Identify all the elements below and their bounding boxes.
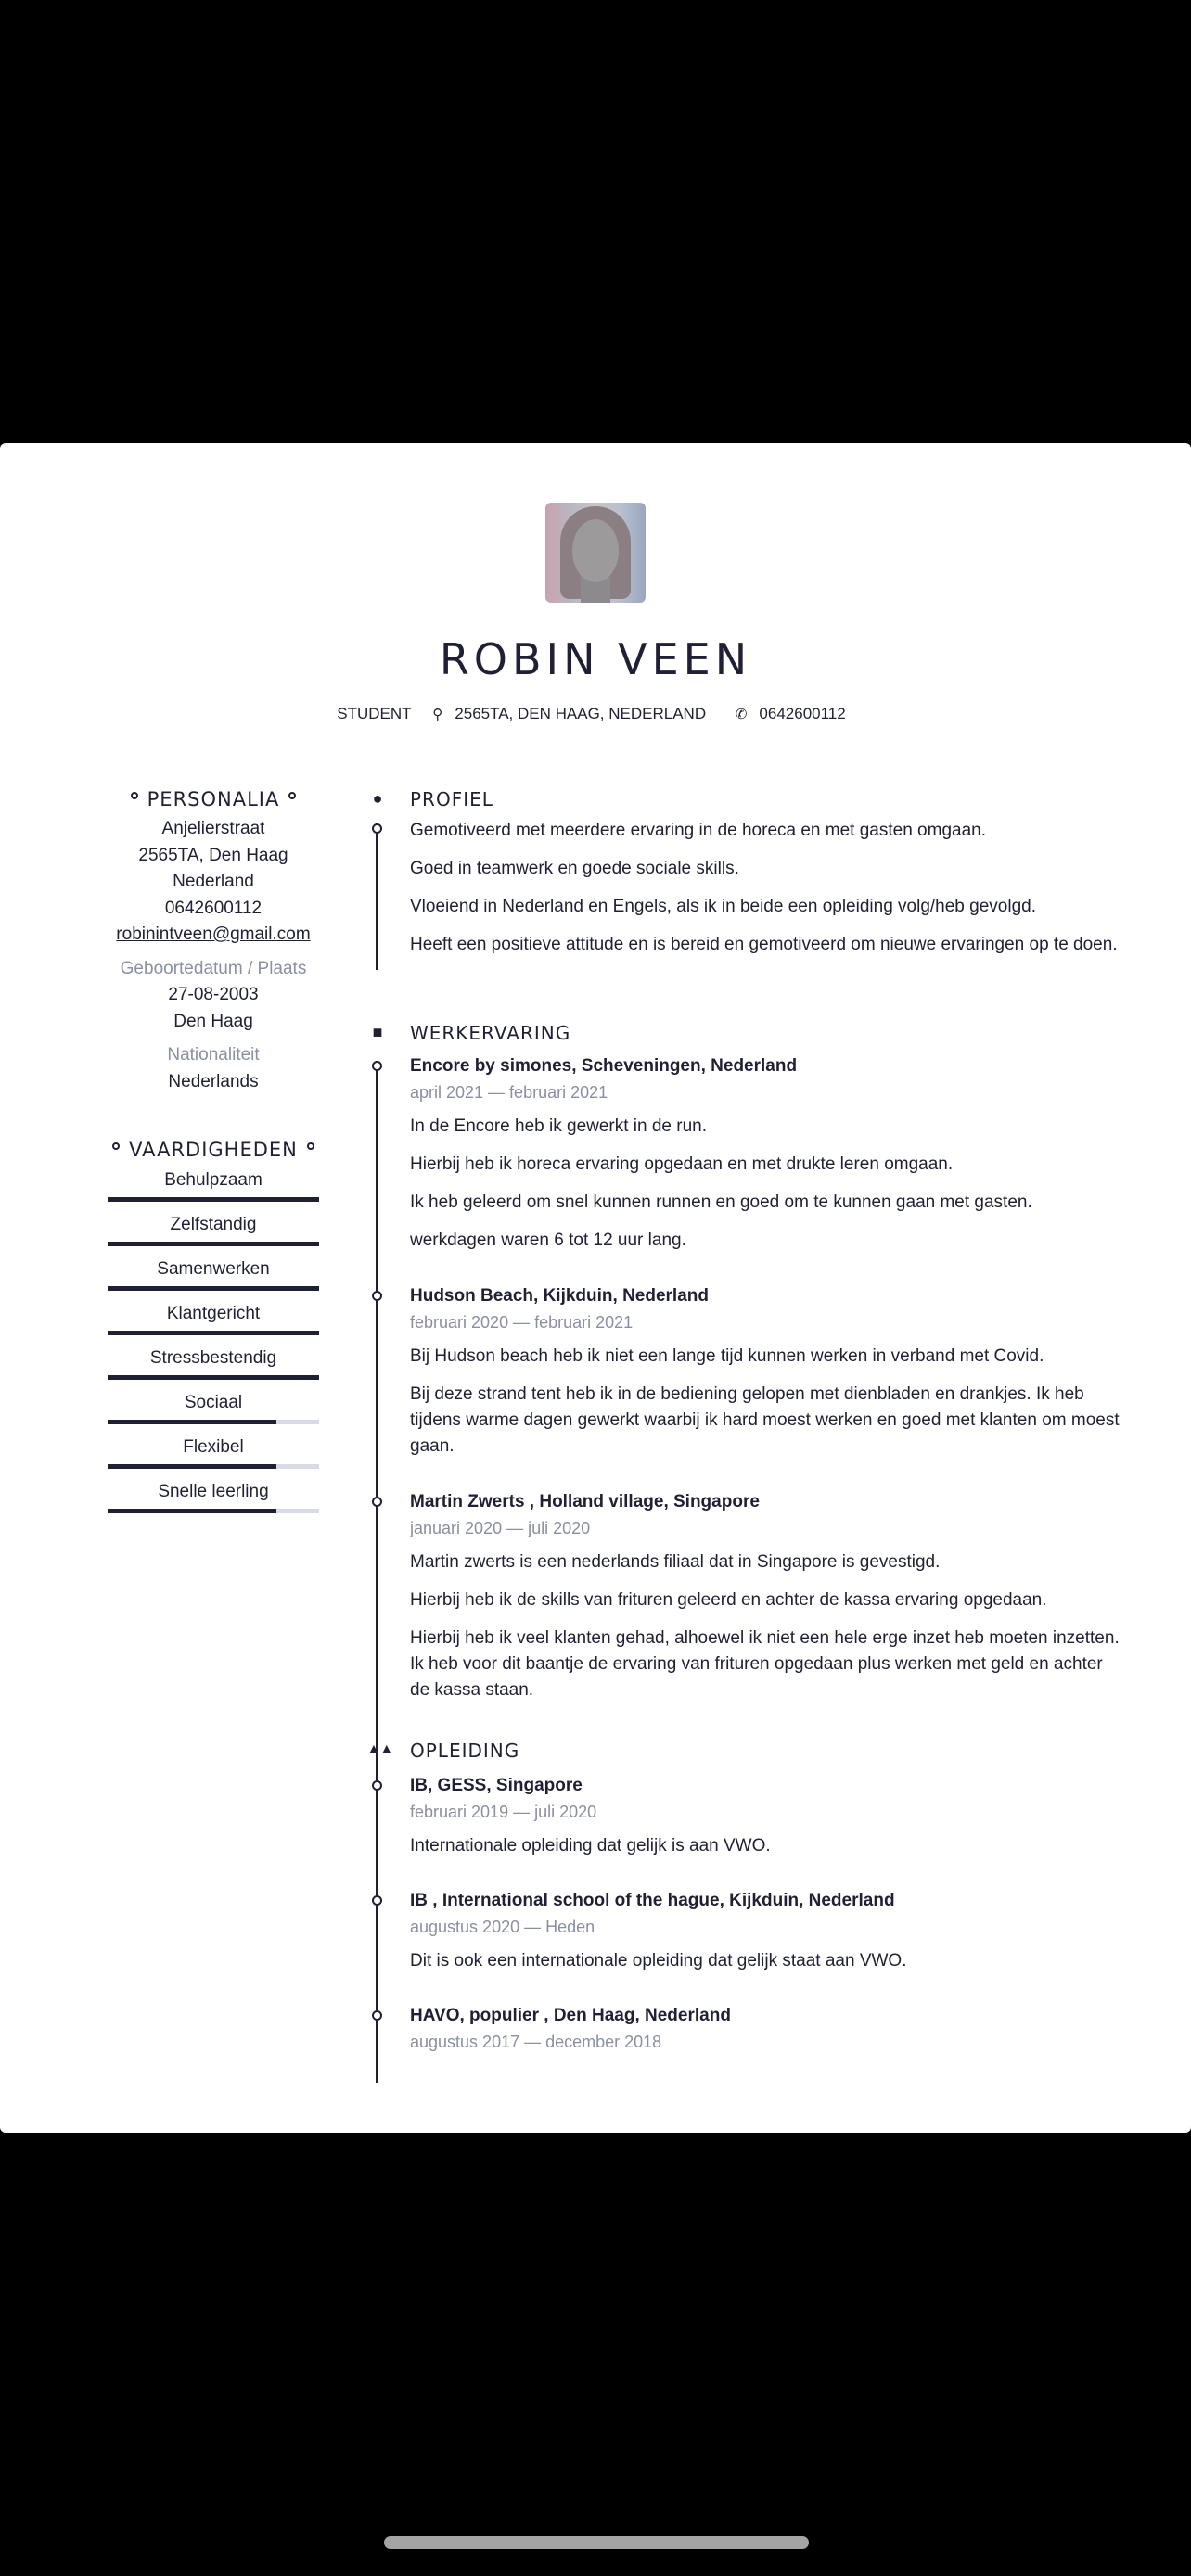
timeline-node — [372, 2010, 382, 2021]
circle-icon — [112, 1142, 120, 1150]
education-date: augustus 2017 — december 2018 — [410, 2033, 662, 2051]
profile-line: Gemotiveerd met meerdere ervaring in de horeca en met gasten omgaan. — [410, 821, 986, 840]
skill-level-bar — [108, 1286, 319, 1291]
job-item — [410, 1053, 1124, 1266]
education-item — [410, 1888, 1124, 1986]
header-info — [0, 705, 1191, 723]
location-text: 2565TA, DEN HAAG, NEDERLAND — [455, 705, 707, 722]
skill-item — [102, 1167, 325, 1211]
location-pin-icon: ⚲ — [432, 707, 443, 722]
skill-item — [102, 1256, 325, 1300]
job-description: Hierbij heb ik veel klanten gehad, alhoewel ik niet een hele erge inzet heb moeten inzetten. Ik heb voor dit baantje de ervaring van frituren opgedaan plus werken met geld en achter de kassa staan. — [410, 1628, 1120, 1700]
education-description: Internationale opleiding dat gelijk is aan VWO. — [410, 1836, 771, 1855]
skill-level-bar — [108, 1197, 319, 1202]
job-date: januari 2020 — juli 2020 — [410, 1519, 591, 1537]
experience-timeline — [376, 1061, 378, 2083]
skill-item — [102, 1478, 325, 1523]
skill-label: Snelle leerling — [158, 1482, 269, 1501]
skill-label: Samenwerken — [157, 1259, 270, 1279]
job-description: Martin zwerts is een nederlands filiaal dat in Singapore is gevestigd. — [410, 1552, 941, 1572]
home-indicator[interactable] — [384, 2536, 809, 2549]
address-country: Nederland — [173, 872, 254, 891]
job-description: Ik heb geleerd om snel kunnen runnen en goed om te kunnen gaan met gasten. — [410, 1192, 1032, 1212]
birth-date: 27-08-2003 — [168, 985, 259, 1004]
skill-item — [102, 1211, 325, 1256]
job-title: Hudson Beach, Kijkduin, Nederland — [410, 1286, 709, 1306]
timeline-node — [372, 1061, 382, 1071]
profile-heading: PROFIEL — [410, 788, 493, 810]
skill-label: Stressbestendig — [149, 1348, 277, 1368]
graduation-cap-icon: ▲▲ — [367, 1741, 393, 1755]
skills-heading: VAARDIGHEDEN — [102, 1139, 325, 1161]
address-street: Anjelierstraat — [161, 819, 265, 838]
job-description: In de Encore heb ik gewerkt in de run. — [410, 1116, 708, 1136]
job-description: Bij Hudson beach heb ik niet een lange tijd kunnen werken in verband met Covid. — [410, 1346, 1044, 1366]
job-title: Encore by simones, Scheveningen, Nederland — [410, 1056, 798, 1076]
skill-level-bar — [108, 1331, 319, 1335]
skills-list — [102, 1167, 325, 1523]
phone-icon: ✆ — [735, 707, 748, 722]
skill-level-bar — [108, 1420, 319, 1424]
job-description: werkdagen waren 6 tot 12 uur lang. — [410, 1231, 686, 1250]
education-date: augustus 2020 — Heden — [410, 1918, 596, 1936]
profile-timeline — [376, 823, 378, 970]
timeline-node — [372, 1895, 382, 1906]
nationality-label: Nationaliteit — [167, 1045, 260, 1065]
job-date: februari 2020 — februari 2021 — [410, 1313, 634, 1332]
birth-place: Den Haag — [173, 1011, 253, 1031]
job-date: april 2021 — februari 2021 — [410, 1083, 608, 1102]
profile-line: Vloeiend in Nederland en Engels, als ik in beide een opleiding volg/heb gevolgd. — [410, 897, 1036, 916]
person-icon: ● — [372, 789, 383, 808]
job-title: Martin Zwerts , Holland village, Singapore — [410, 1492, 760, 1511]
skill-level-bar — [108, 1375, 319, 1380]
resume-name: ROBIN VEEN — [439, 634, 752, 684]
education-item — [410, 2003, 1124, 2063]
job-description: Hierbij heb ik horeca ervaring opgedaan en met drukte leren omgaan. — [410, 1154, 954, 1174]
circle-icon — [131, 792, 138, 799]
timeline-node — [372, 1497, 382, 1507]
profile-photo — [545, 503, 646, 603]
profile-line: Heeft een positieve attitude en is bereid en gemotiveerd om nieuwe ervaringen op te doen. — [410, 935, 1118, 954]
profile-text — [410, 818, 1124, 970]
address-city: 2565TA, Den Haag — [138, 845, 288, 865]
skill-label: Flexibel — [183, 1437, 244, 1457]
role-text: STUDENT — [337, 705, 412, 722]
education-item — [410, 1773, 1124, 1871]
education-date: februari 2019 — juli 2020 — [410, 1803, 597, 1821]
personalia-heading: PERSONALIA — [102, 788, 325, 810]
education-title: HAVO, populier , Den Haag, Nederland — [410, 2006, 731, 2025]
timeline-node — [372, 1291, 382, 1301]
skill-label: Klantgericht — [166, 1304, 261, 1323]
briefcase-icon: ■ — [372, 1023, 383, 1041]
skill-level-bar — [108, 1509, 319, 1513]
personalia-section — [102, 788, 325, 1095]
skill-level-bar — [108, 1464, 319, 1469]
phone-number: 0642600112 — [164, 898, 263, 918]
email-link[interactable]: robinintveen@gmail.com — [116, 925, 311, 944]
timeline-node — [372, 1780, 382, 1791]
job-description: Hierbij heb ik de skills van frituren geleerd en achter de kassa ervaring opgedaan. — [410, 1590, 1047, 1610]
skill-item — [102, 1300, 325, 1345]
skill-level-bar — [108, 1242, 319, 1246]
skill-item — [102, 1389, 325, 1434]
skill-label: Behulpzaam — [164, 1170, 263, 1190]
skill-item — [102, 1434, 325, 1478]
job-description: Bij deze strand tent heb ik in de bediening gelopen met dienbladen en drankjes. Ik heb tijdens warme dagen gewerkt waarbij ik hard moest werken en goed met klanten om moest gaan. — [410, 1384, 1120, 1456]
resume-page — [0, 443, 1191, 2133]
education-heading: OPLEIDING — [410, 1740, 520, 1762]
skill-label: Zelfstandig — [170, 1215, 257, 1234]
circle-icon — [307, 1142, 314, 1150]
timeline-node — [372, 823, 382, 834]
job-item — [410, 1489, 1124, 1715]
education-title: IB , International school of the hague, Kijkduin, Nederland — [410, 1891, 895, 1910]
phone-text: 0642600112 — [759, 705, 846, 722]
skill-label: Sociaal — [184, 1393, 243, 1412]
profile-line: Goed in teamwerk en goede sociale skills. — [410, 859, 739, 878]
circle-icon — [288, 792, 296, 799]
job-item — [410, 1283, 1124, 1472]
nationality: Nederlands — [168, 1071, 259, 1091]
birth-label: Geboortedatum / Plaats — [120, 958, 307, 978]
skill-item — [102, 1345, 325, 1389]
experience-heading: WERKERVARING — [410, 1022, 571, 1044]
skills-section — [102, 1139, 325, 1523]
education-description: Dit is ook een internationale opleiding dat gelijk staat aan VWO. — [410, 1951, 907, 1970]
education-title: IB, GESS, Singapore — [410, 1776, 583, 1795]
